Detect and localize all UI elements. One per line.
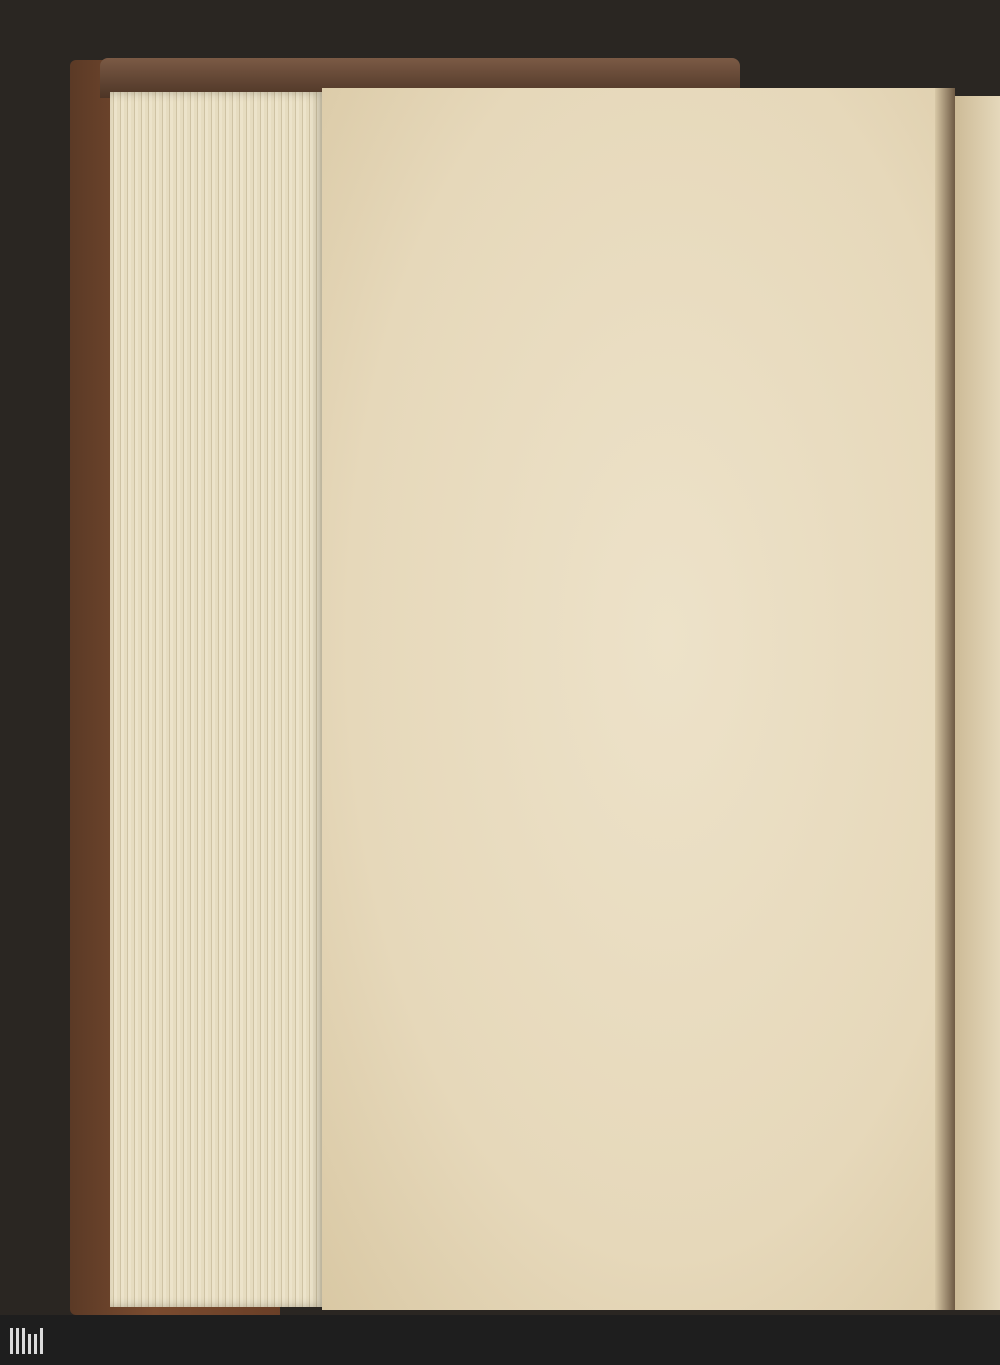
page-gutter	[935, 88, 955, 1310]
library-logo-icon	[8, 1324, 48, 1358]
left-page	[322, 88, 950, 1310]
page-edges	[110, 92, 325, 1307]
page-text	[428, 120, 916, 174]
catchword	[428, 150, 916, 174]
library-footer	[0, 1315, 1000, 1365]
right-page-fragment	[955, 96, 1000, 1310]
running-head	[468, 120, 916, 148]
